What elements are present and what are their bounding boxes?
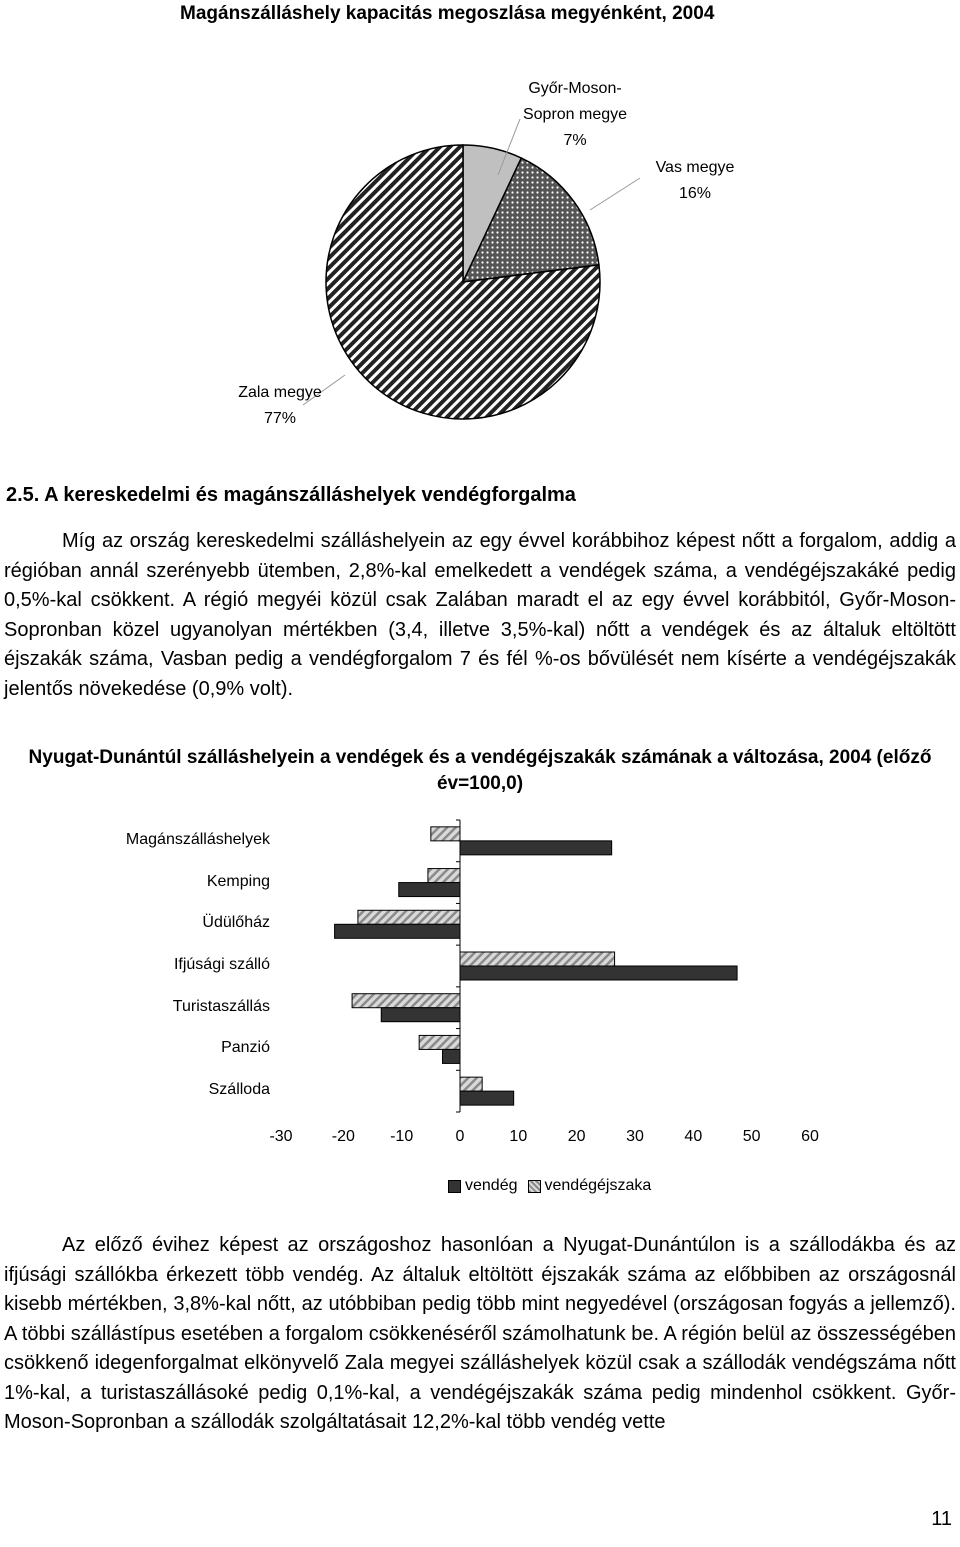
- bar-tick-label: -20: [331, 1128, 355, 1145]
- pie-label-vas-percent: 16%: [678, 185, 712, 202]
- pie-label-zala-percent: 77%: [263, 410, 297, 427]
- pie-label-gyor-line1: Győr-Moson-: [528, 80, 622, 97]
- bar-category-label: Üdülőház: [202, 914, 270, 932]
- bar-tick-label: 20: [567, 1128, 586, 1145]
- bar-category-label: Ifjúsági szálló: [173, 956, 270, 973]
- bar-tick-label: 10: [509, 1128, 528, 1145]
- bar-tick-label: 50: [742, 1128, 761, 1145]
- section-heading: 2.5. A kereskedelmi és magánszálláshelyek vendégforgalma: [6, 484, 576, 506]
- bar-tick-label: 30: [626, 1128, 644, 1145]
- paragraph-1-text: Míg az ország kereskedelmi szálláshelyein az egy évvel korábbihoz képest nőtt a forgalom, addig a régióban annál szerényebb ütemben, 2,8%-kal emelkedett a vendégek száma, a vendégéjszakáké pedig 0,5%-kal csökkent. A régió megyéi közül csak Zalában maradt el az egy évvel korábbitól, Győr-Moson-Sopronban közel ugyanolyan mértékben (3,4, illetve 3,5%-kal) nőtt a vendégek és az általuk eltöltött éjszakák száma, Vasban pedig a vendégforgalom 7 és fél %-os bővülését nem kísérte a vendégéjszakák jelentős növekedése (0,9% volt).: [4, 530, 956, 700]
- bar-category-label: Kemping: [206, 872, 270, 890]
- bar-axis: [456, 820, 460, 1112]
- bar-tick-label: -10: [390, 1128, 414, 1145]
- bar-vendeg-0: [460, 841, 612, 855]
- pie-label-zala-line1: Zala megye: [238, 384, 322, 401]
- bar-vendeg-6: [460, 1091, 514, 1105]
- bar-tick-label: 60: [801, 1128, 819, 1145]
- bar-vendegejszaka-2: [358, 910, 460, 924]
- bar-vendeg-3: [460, 966, 737, 980]
- pie-chart-title: Magánszálláshely kapacitás megoszlása megyénként, 2004: [180, 3, 715, 24]
- bar-vendegejszaka-5: [419, 1035, 460, 1049]
- bar-tick-label: -30: [269, 1128, 293, 1145]
- legend-label-vendeg: vendég: [465, 1177, 518, 1194]
- pie-label-gyor-line2: Sopron megye: [522, 106, 628, 123]
- bar-tick-label: 40: [684, 1128, 703, 1145]
- bar-vendegejszaka-1: [428, 869, 460, 883]
- bar-category-label: Magánszálláshelyek: [125, 830, 270, 848]
- bar-chart-title: Nyugat-Dunántúl szálláshelyein a vendégek és a vendégéjszakák számának a változása, 2004 (előző év=100,0): [28, 747, 932, 794]
- bar-category-label: Turistaszállás: [172, 997, 270, 1015]
- pie-label-vas-line1: Vas megye: [655, 159, 735, 176]
- legend-swatch-vendeg: [448, 1180, 461, 1193]
- bar-category-label: Szálloda: [208, 1081, 270, 1099]
- legend-label-vendegejszaka: vendégéjszaka: [544, 1177, 652, 1194]
- paragraph-2-text: Az előző évihez képest az országoshoz hasonlóan a Nyugat-Dunántúlon is a szállodákba és az ifjúsági szállókba érkezett több vendég. Az általuk eltöltött éjszakák száma az előbbiben az országosnál kisebb mértékben, 3,8%-kal nőtt, az utóbbiban pedig több mint negyedével (országosan fogyás a jellemző). A többi szállástípus esetében a forgalom csökkenéséről számolhatunk be. A régión belül az összességében csökkenő idegenforgalmat elkönyvelő Zala megyei szálláshelyek közül csak a szállodák vendégszáma nőtt 1%-kal, a turistaszállásoké pedig 0,1%-kal, a vendégéjszakák száma pedig mindenhol csökkent. Győr-Moson-Sopronban a szállodák szolgáltatásait 12,2%-kal több vendég vette: [4, 1234, 956, 1433]
- bar-vendeg-4: [381, 1008, 460, 1022]
- paragraph-2: [4, 1231, 956, 1438]
- bar-vendeg-1: [399, 883, 460, 897]
- bar-vendeg-2: [335, 924, 460, 938]
- bar-legend: [448, 1177, 651, 1195]
- bar-category-label: Panzió: [221, 1039, 270, 1057]
- bar-tick-label: 0: [455, 1128, 465, 1145]
- bar-vendegejszaka-0: [431, 827, 460, 841]
- bar-vendegejszaka-3: [460, 952, 615, 966]
- bar-vendegejszaka-6: [460, 1077, 482, 1091]
- legend-swatch-vendegejszaka: [528, 1180, 541, 1193]
- bar-vendeg-5: [443, 1049, 461, 1063]
- page-number: 11: [931, 1508, 952, 1530]
- bar-vendegejszaka-4: [352, 994, 460, 1008]
- bar-marks: [335, 827, 738, 1105]
- pie-label-gyor-percent: 7%: [563, 132, 587, 149]
